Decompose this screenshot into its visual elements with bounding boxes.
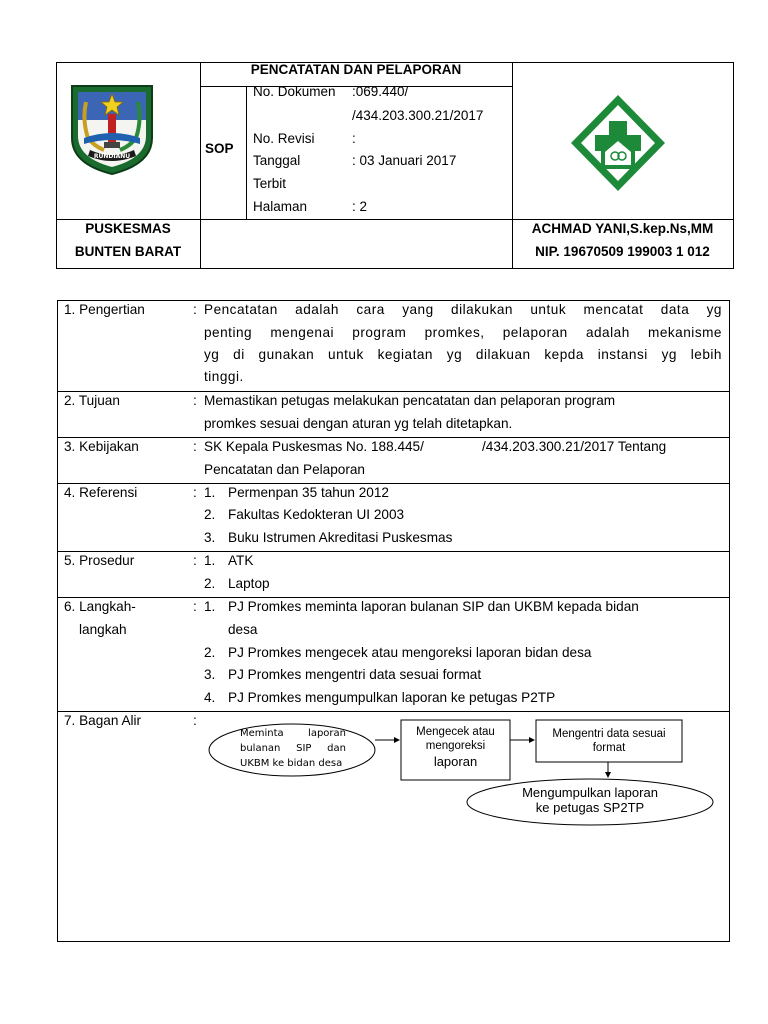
langkah-number: 1. xyxy=(204,599,216,614)
flow-entry-line: format xyxy=(592,742,626,754)
section-tujuan-label: 2. Tujuan xyxy=(64,393,120,408)
pengertian-line: yg di gunakan untuk kegiatan yg dilakuan kepda instansi yg lebih xyxy=(204,347,722,362)
section-pengertian-colon: : xyxy=(193,302,197,317)
emblem-motto: RUNDIANU xyxy=(93,153,131,160)
flow-check-text xyxy=(401,725,510,770)
revision-value: : xyxy=(352,131,356,146)
section-langkah-colon: : xyxy=(193,599,197,614)
flow-end-line: ke petugas SP2TP xyxy=(535,800,645,815)
flow-entry-text xyxy=(536,727,682,755)
document-title: PENCATATAN DAN PELAPORAN xyxy=(250,62,462,77)
flow-end-text xyxy=(480,785,700,815)
referensi-item: Buku Istrumen Akreditasi Puskesmas xyxy=(228,530,453,545)
langkah-item: PJ Promkes meminta laporan bulanan SIP dan UKBM kepada bidan xyxy=(228,599,639,614)
kebijakan-line: Pencatatan dan Pelaporan xyxy=(204,462,365,477)
flow-end-line: Mengumpulkan laporan xyxy=(522,785,658,800)
section-tujuan-colon: : xyxy=(193,393,197,408)
flow-start-text xyxy=(240,728,346,770)
doc-number-value: :069.440/ xyxy=(352,84,409,99)
prosedur-item: ATK xyxy=(228,553,254,568)
regency-emblem-logo xyxy=(64,80,160,178)
date-value: : 03 Januari 2017 xyxy=(352,153,457,168)
prosedur-number: 1. xyxy=(204,553,216,568)
section-kebijakan-label: 3. Kebijakan xyxy=(64,439,139,454)
referensi-item: Permenpan 35 tahun 2012 xyxy=(228,485,389,500)
institution-name-line1: PUSKESMAS xyxy=(85,221,171,236)
langkah-item: PJ Promkes mengumpulkan laporan ke petugas P2TP xyxy=(228,690,556,705)
institution-name-line2: BUNTEN BARAT xyxy=(74,244,182,259)
revision-label: No. Revisi xyxy=(253,131,315,146)
issued-label: Terbit xyxy=(253,176,287,191)
prosedur-item: Laptop xyxy=(228,576,270,591)
langkah-number: 2. xyxy=(204,645,216,660)
flow-start-word: SIP xyxy=(296,743,312,754)
section-referensi-colon: : xyxy=(193,485,197,500)
section-prosedur-label: 5. Prosedur xyxy=(64,553,135,568)
kebijakan-line: SK Kepala Puskesmas No. 188.445/ xyxy=(204,439,424,454)
section-langkah-label-cont: langkah xyxy=(79,622,127,637)
flow-start-word: Meminta xyxy=(240,728,284,739)
flow-start-word: bulanan xyxy=(240,743,281,754)
prosedur-number: 2. xyxy=(204,576,216,591)
section-pengertian-label: 1. Pengertian xyxy=(64,302,145,317)
flow-start-word: laporan xyxy=(308,728,346,739)
page-label: Halaman xyxy=(253,199,308,214)
langkah-item-cont: desa xyxy=(228,622,258,637)
section-kebijakan-colon: : xyxy=(193,439,197,454)
flow-check-line: Mengecek atau xyxy=(416,726,495,738)
referensi-number: 2. xyxy=(204,507,216,522)
section-prosedur-colon: : xyxy=(193,553,197,568)
tujuan-line: Memastikan petugas melakukan pencatatan dan pelaporan program xyxy=(204,393,616,408)
section-bagan-alir-colon: : xyxy=(193,713,197,728)
signer-nip: NIP. 19670509 199003 1 012 xyxy=(535,244,710,259)
referensi-number: 3. xyxy=(204,530,216,545)
kebijakan-line: /434.203.300.21/2017 Tentang xyxy=(482,439,667,454)
sop-label: SOP xyxy=(205,141,234,156)
flow-check-line: mengoreksi xyxy=(425,740,486,752)
langkah-item: PJ Promkes mengecek atau mengoreksi laporan bidan desa xyxy=(228,645,592,660)
langkah-number: 3. xyxy=(204,667,216,682)
langkah-item: PJ Promkes mengentri data sesuai format xyxy=(228,667,482,682)
signer-name: ACHMAD YANI,S.kep.Ns,MM xyxy=(531,221,714,236)
flow-check-line: laporan xyxy=(433,754,478,769)
section-referensi-label: 4. Referensi xyxy=(64,485,138,500)
date-label: Tanggal xyxy=(253,153,301,168)
tujuan-line: promkes sesuai dengan aturan yg telah ditetapkan. xyxy=(204,416,513,431)
referensi-item: Fakultas Kedokteran UI 2003 xyxy=(228,507,405,522)
pengertian-line: penting mengenai program promkes, pelaporan adalah mekanisme xyxy=(204,325,722,340)
flow-entry-line: Mengentri data sesuai xyxy=(552,728,666,740)
referensi-number: 1. xyxy=(204,485,216,500)
puskesmas-logo xyxy=(569,93,667,195)
pengertian-line: tinggi. xyxy=(204,369,244,384)
flow-start-line: UKBM ke bidan desa xyxy=(240,758,343,769)
flow-start-word: dan xyxy=(327,743,346,754)
pengertian-line: Pencatatan adalah cara yang dilakukan untuk mencatat data yg xyxy=(204,302,722,317)
page-value: : 2 xyxy=(352,199,368,214)
section-bagan-alir-label: 7. Bagan Alir xyxy=(64,713,142,728)
doc-number-value-cont: /434.203.300.21/2017 xyxy=(352,108,484,123)
langkah-number: 4. xyxy=(204,690,216,705)
doc-number-label: No. Dokumen xyxy=(253,84,336,99)
section-langkah-label: 6. Langkah- xyxy=(64,599,136,614)
